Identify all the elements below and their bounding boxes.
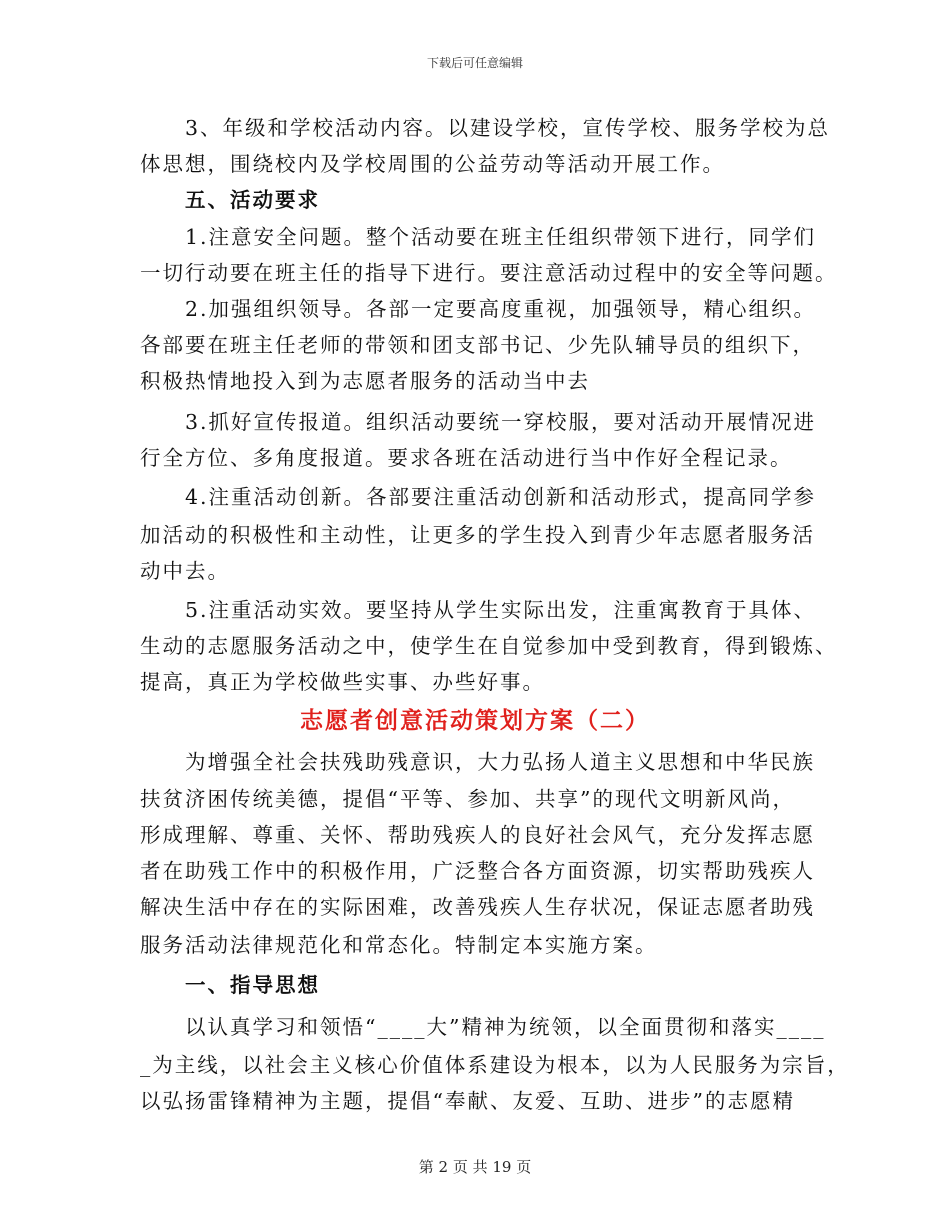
document-title: 志愿者创意活动策划方案（二） (300, 707, 650, 734)
paragraph-line: 5.注重活动实效。要坚持从学生实际出发，注重寓教育于具体、 (185, 598, 817, 622)
paragraph-line: 扶贫济困传统美德，提倡“平等、参加、共享”的现代文明新风尚， (140, 787, 795, 811)
paragraph-line: 动中去。 (140, 559, 230, 583)
paragraph-line: 为增强全社会扶残助残意识，大力弘扬人道主义思想和中华民族 (185, 750, 815, 774)
paragraph-line: 形成理解、尊重、关怀、帮助残疾人的良好社会风气，充分发挥志愿 (140, 823, 815, 847)
section-heading: 一、指导思想 (185, 973, 320, 997)
paragraph-line: 提高，真正为学校做些实事、办些好事。 (140, 670, 545, 694)
page-footer: 第 2 页 共 19 页 (418, 1158, 532, 1176)
paragraph-line: 者在助残工作中的积极作用，广泛整合各方面资源，切实帮助残疾人 (140, 859, 815, 883)
paragraph-line: 1.注意安全问题。整个活动要在班主任组织带领下进行，同学们 (185, 225, 817, 249)
paragraph-line: 行全方位、多角度报道。要求各班在活动进行当中作好全程记录。 (140, 446, 793, 470)
paragraph-line: 4.注重活动创新。各部要注重活动创新和活动形式，提高同学参 (185, 485, 817, 509)
page-header: 下载后可任意编辑 (426, 56, 523, 70)
paragraph-line: 服务活动法律规范化和常态化。特制定本实施方案。 (140, 933, 658, 957)
paragraph-line: 3、年级和学校活动内容。以建设学校，宣传学校、服务学校为总 (185, 116, 831, 140)
paragraph-line: 各部要在班主任老师的带领和团支部书记、少先队辅导员的组织下， (140, 333, 815, 357)
section-heading: 五、活动要求 (185, 188, 320, 212)
paragraph-line: 解决生活中存在的实际困难，改善残疾人生存状况，保证志愿者助残 (140, 895, 815, 919)
paragraph-line: 以认真学习和领悟“____大”精神为统领，以全面贯彻和落实____ (185, 1015, 826, 1039)
paragraph-line: 3.抓好宣传报道。组织活动要统一穿校服，要对活动开展情况进 (185, 410, 817, 434)
paragraph-line: 以弘扬雷锋精神为主题，提倡“奉献、友爱、互助、进步”的志愿精 (140, 1089, 795, 1113)
paragraph-line: 生动的志愿服务活动之中，使学生在自觉参加中受到教育，得到锻炼、 (140, 634, 838, 658)
paragraph-line: 积极热情地投入到为志愿者服务的活动当中去 (140, 369, 590, 393)
paragraph-line: _为主线，以社会主义核心价值体系建设为根本，以为人民服务为宗旨， (140, 1053, 850, 1077)
paragraph-line: 体思想，围绕校内及学校周围的公益劳动等活动开展工作。 (140, 152, 725, 176)
paragraph-line: 加活动的积极性和主动性，让更多的学生投入到青少年志愿者服务活 (140, 523, 815, 547)
paragraph-line: 2.加强组织领导。各部一定要高度重视，加强领导，精心组织。 (185, 297, 817, 321)
paragraph-line: 一切行动要在班主任的指导下进行。要注意活动过程中的安全等问题。 (140, 261, 838, 285)
